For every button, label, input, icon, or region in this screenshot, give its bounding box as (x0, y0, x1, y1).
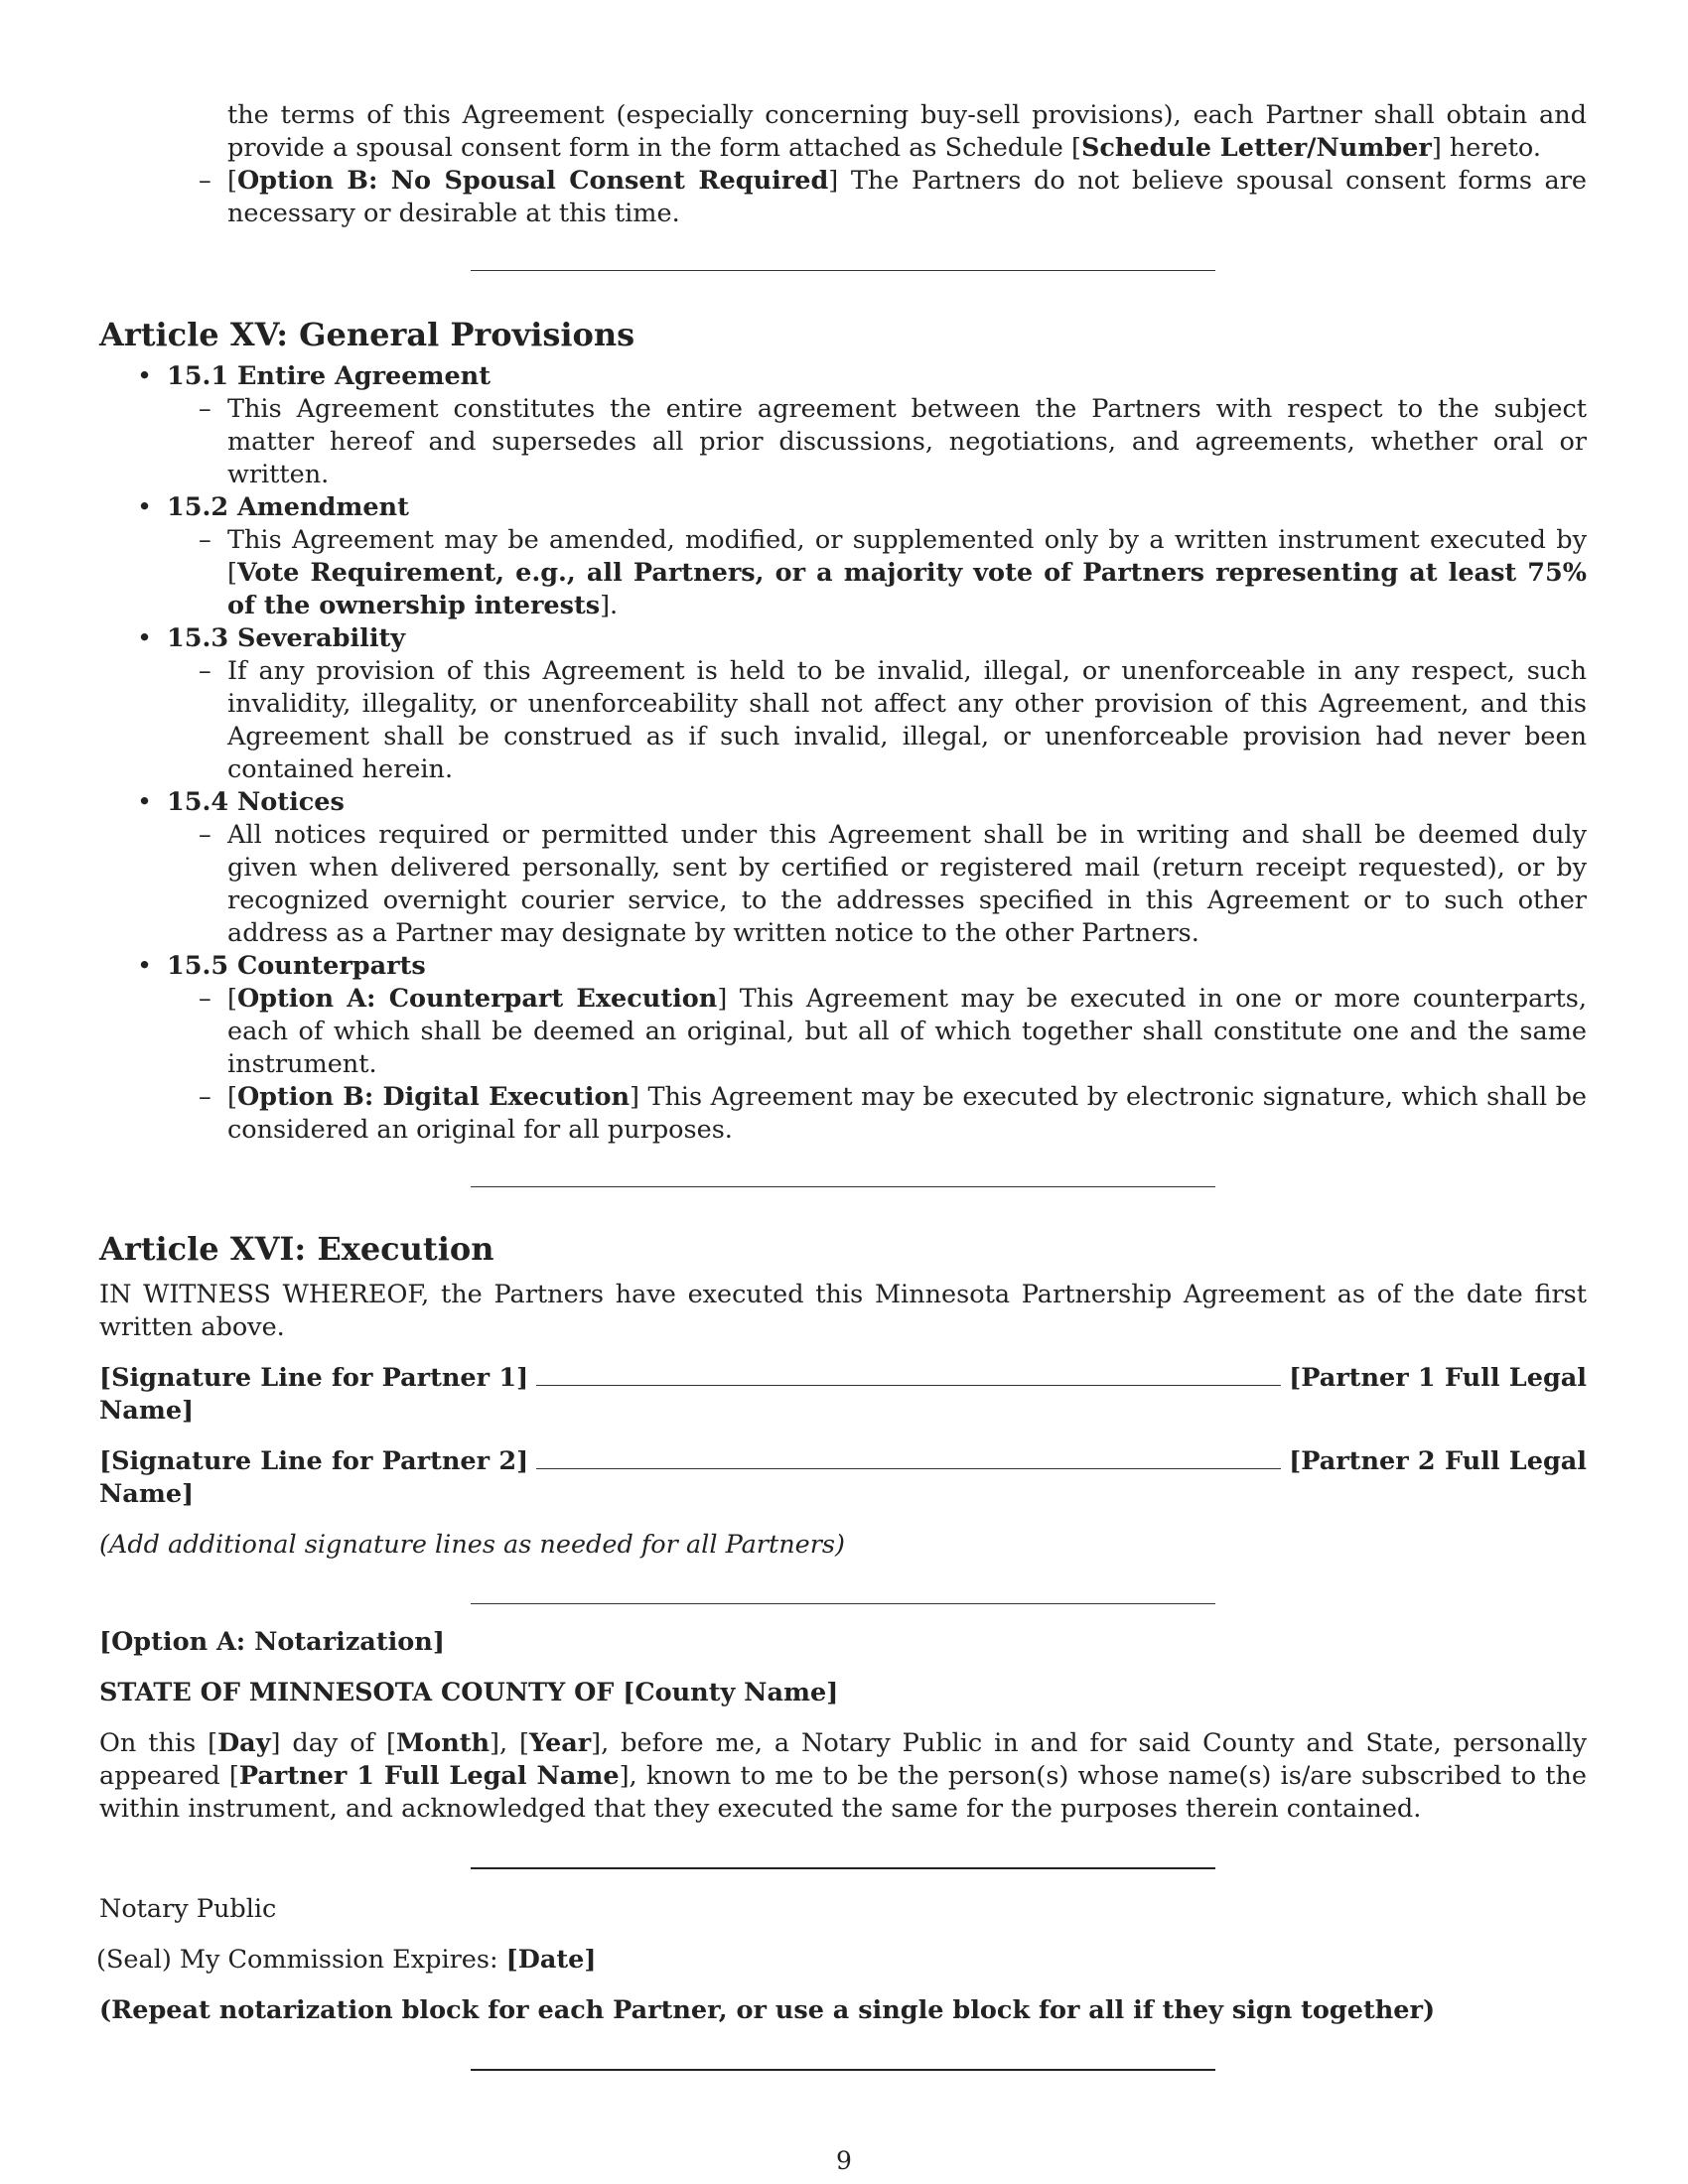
notary-text: On this [ (99, 1728, 218, 1758)
section-15-5-title (99, 950, 1587, 983)
continuation-text-line2: spousal consent form in the form attached as Schedule [ (355, 133, 1081, 163)
section-15-2-label: 15.2 Amendment (167, 492, 409, 522)
bullet-marker: • (137, 492, 153, 522)
article-15-heading: Article XV: General Provisions (99, 316, 635, 353)
section-15-5-label: 15.5 Counterparts (167, 951, 426, 981)
section-15-3-title (99, 622, 1587, 655)
article-16-heading: Article XVI: Execution (99, 1230, 494, 1268)
bracket-open: [ (99, 1627, 112, 1657)
section-15-4-text (99, 819, 1587, 950)
continuation-text-end: ] hereto. (1431, 133, 1541, 163)
notary-signature-line[interactable] (471, 1867, 1215, 1869)
notarization-option-label: Option A: Notarization (111, 1627, 433, 1657)
bullet-marker: • (137, 787, 153, 817)
signature-line-2[interactable] (536, 1448, 1281, 1469)
bracket-open: [ (227, 984, 237, 1014)
section-15-3-label: 15.3 Severability (167, 623, 406, 653)
article-15-list (99, 360, 1587, 1147)
notarization-option (99, 1626, 1587, 1659)
dash-marker: – (199, 1082, 211, 1112)
section-divider (471, 2069, 1215, 2071)
bullet-marker: • (137, 623, 153, 653)
continuation-text-line1: the terms of this Agreement (especially concerning buy-sell provisions), each Partner shall obtain and provide a (227, 100, 1587, 163)
section-15-1-title (99, 360, 1587, 393)
notary-acknowledgment (99, 1727, 1587, 1826)
document-page (96, 99, 1588, 2071)
signature-note: (Add additional signature lines as needed for all Partners) (99, 1530, 845, 1560)
commission-date-placeholder: [Date] (505, 1945, 597, 1975)
section-divider (471, 1603, 1215, 1604)
dash-marker: – (199, 166, 211, 196)
bullet-marker: • (137, 361, 153, 391)
section-15-5-option-b (99, 1081, 1587, 1147)
section-divider (471, 270, 1215, 271)
bracket-close: ] (432, 1627, 445, 1657)
notary-text: ], [ (490, 1728, 529, 1758)
signature-block-partner-1 (99, 1362, 1587, 1428)
witness-paragraph: IN WITNESS WHEREOF, the Partners have executed this Minnesota Partnership Agreement as of the date first written above. (99, 1280, 1587, 1342)
month-placeholder: Month (395, 1728, 491, 1758)
counterpart-option-label: Option A: Counterpart Execution (236, 984, 718, 1014)
partner-name-placeholder: Partner 1 Full Legal Name (238, 1761, 620, 1791)
section-15-1-body: This Agreement constitutes the entire agreement between the Partners with respect to the subject matter hereof and supersedes all prior discussions, negotiations, and agreements, whether oral or written. (227, 394, 1587, 489)
year-placeholder: Year (529, 1728, 592, 1758)
option-b-text: ] The Partners do not believe spousal consent forms are necessary or desirable at this time. (227, 166, 1588, 228)
section-15-4-title (99, 786, 1587, 819)
repeat-notarization-note: (Repeat notarization block for each Partner, or use a single block for all if they sign together) (99, 1995, 1436, 2025)
bracket-open: [ (227, 166, 237, 196)
section-divider (471, 1186, 1215, 1187)
section-15-1-text (99, 393, 1587, 491)
spousal-consent-continuation (99, 99, 1587, 165)
state-county-line: STATE OF MINNESOTA COUNTY OF [County Name] (99, 1678, 839, 1707)
dash-marker: – (199, 820, 211, 850)
dash-marker: – (199, 394, 211, 424)
section-15-2-title (99, 491, 1587, 524)
digital-option-label: Option B: Digital Execution (236, 1082, 631, 1112)
section-15-2-body: This Agreement may be amended, modified, or supplemented only by a written instrument executed by [ (227, 525, 1587, 588)
page-number: 9 (836, 2146, 852, 2175)
section-15-2-text (99, 524, 1587, 622)
notary-text: ] day of [ (270, 1728, 396, 1758)
bracket-open: [ (227, 1082, 237, 1112)
dash-marker: – (199, 656, 211, 686)
partner-2-name: [Partner 2 Full Legal Name] (99, 1446, 1587, 1509)
notary-public-label: Notary Public (99, 1894, 277, 1924)
commission-label: (Seal) My Commission Expires: (96, 1945, 506, 1975)
day-placeholder: Day (217, 1728, 271, 1758)
signature-label-2: [Signature Line for Partner 2] (99, 1446, 529, 1476)
section-15-2-end: ]. (600, 591, 619, 620)
section-15-5-option-a (99, 983, 1587, 1081)
dash-marker: – (199, 984, 211, 1014)
digital-option-text: ] This Agreement may be executed by electronic signature, which shall be considered an original for all purposes. (227, 1082, 1588, 1145)
dash-marker: – (199, 525, 211, 555)
option-b-label: Option B: No Spousal Consent Required (236, 166, 829, 196)
bullet-marker: • (137, 951, 153, 981)
schedule-placeholder: Schedule Letter/Number (1080, 133, 1432, 163)
signature-label-1: [Signature Line for Partner 1] (99, 1363, 529, 1393)
notary-text: ], known to me to be the person(s) whose name(s) is/are subscribed to the within instrument, and acknowledged that they executed the same for the purposes therein contained. (99, 1761, 1587, 1824)
section-15-3-body: If any provision of this Agreement is held to be invalid, illegal, or unenforceable in any respect, such invalidity, illegality, or unenforceability shall not affect any other provision of this Agreement, and this Agreement shall be construed as if such invalid, illegal, or unenforceable provision had never been contained herein. (227, 656, 1587, 784)
vote-requirement-placeholder: Vote Requirement, e.g., all Partners, or a majority vote of Partners representing at least 75% of the ownership interests (227, 558, 1587, 620)
commission-line (96, 1944, 1587, 1977)
section-15-3-text (99, 655, 1587, 786)
section-15-1-label: 15.1 Entire Agreement (167, 361, 491, 391)
section-15-4-label: 15.4 Notices (167, 787, 345, 817)
partner-1-name: [Partner 1 Full Legal Name] (99, 1363, 1587, 1426)
counterpart-option-text: ] This Agreement may be executed in one or more counterparts, each of which shall be deemed an original, but all of which together shall constitute one and the same instrument. (227, 984, 1587, 1079)
signature-line-1[interactable] (536, 1365, 1281, 1386)
notary-text: ], before me, a Notary Public in and for said County and State, personally appeared [ (99, 1728, 1588, 1791)
signature-block-partner-2 (99, 1445, 1587, 1511)
option-b-spousal-item (99, 165, 1587, 230)
section-15-4-body: All notices required or permitted under this Agreement shall be in writing and shall be deemed duly given when delivered personally, sent by certified or registered mail (return receipt requested), or by recognized overnight courier service, to the addresses specified in this Agreement or to such other address as a Partner may designate by written notice to the other Partners. (227, 820, 1587, 948)
